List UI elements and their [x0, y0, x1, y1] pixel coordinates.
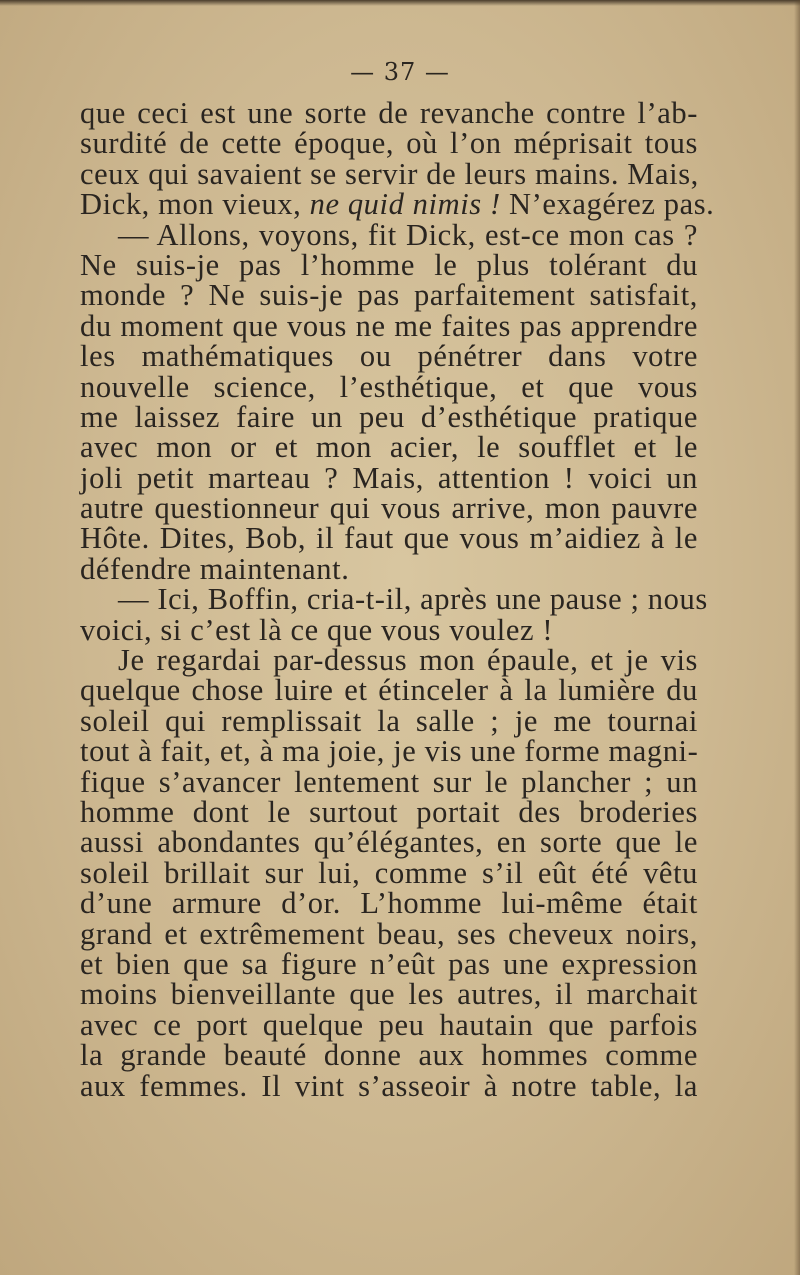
text-line: Hôte. Dites, Bob, il faut que vous m’aidiez à le: [80, 521, 698, 556]
page-number: — 37 —: [350, 58, 450, 86]
text-line: me laissez faire un peu d’esthétique pratique: [80, 399, 698, 434]
text-line: fique s’avancer lentement sur le plancher ; un: [80, 764, 698, 799]
text-line: avec ce port quelque peu hautain que parfois: [80, 1007, 698, 1042]
text-line: surdité de cette époque, où l’on méprisait tous: [80, 126, 698, 161]
text-line: [80, 187, 715, 222]
text-line: voici, si c’est là ce que vous voulez !: [80, 612, 554, 647]
text-line: aux femmes. Il vint s’asseoir à notre table, la: [80, 1068, 698, 1103]
text-line: homme dont le surtout portait des broderies: [80, 794, 698, 829]
text-line: nouvelle science, l’esthétique, et que vous: [80, 369, 698, 404]
text-line: — Ici, Boffin, cria-t-il, après une pause ; nous: [118, 582, 708, 617]
text-line: avec mon or et mon acier, le soufflet et le: [80, 430, 698, 465]
text-line: quelque chose luire et étinceler à la lumière du: [80, 673, 698, 708]
text-line: aussi abondantes qu’élégantes, en sorte que le: [80, 825, 698, 860]
text-line: — Allons, voyons, fit Dick, est-ce mon cas ?: [118, 217, 698, 252]
text-line: ceux qui savaient se servir de leurs mains. Mais,: [80, 156, 699, 191]
text-line: soleil qui remplissait la salle ; je me tournai: [80, 703, 698, 738]
body-text: [80, 96, 715, 1103]
text-line: la grande beauté donne aux hommes comme: [80, 1038, 698, 1073]
text-line: que ceci est une sorte de revanche contre l’ab-: [80, 96, 698, 130]
text-line: les mathématiques ou pénétrer dans votre: [80, 339, 698, 374]
text-line: d’une armure d’or. L’homme lui-même était: [80, 886, 698, 921]
text-line: monde ? Ne suis-je pas parfaitement satisfait,: [80, 278, 698, 313]
text-line: du moment que vous ne me faites pas apprendre: [80, 308, 698, 343]
text-line: Je regardai par-dessus mon épaule, et je vis: [118, 643, 698, 678]
page-right-edge: [794, 0, 800, 1275]
text-line: joli petit marteau ? Mais, attention ! voici un: [80, 460, 698, 495]
page-top-edge: [0, 0, 800, 6]
text-line: moins bienveillante que les autres, il marchait: [80, 977, 698, 1012]
latin-phrase: ne quid nimis !: [309, 187, 501, 222]
text-line: soleil brillait sur lui, comme s’il eût été vêtu: [80, 855, 698, 890]
text-line-start: Dick, mon vieux,: [80, 187, 310, 222]
text-line-end: N’exagérez pas.: [500, 187, 715, 222]
text-line: Ne suis-je pas l’homme le plus tolérant du: [80, 247, 698, 282]
text-line: autre questionneur qui vous arrive, mon pauvre: [80, 491, 698, 526]
text-line: tout à fait, et, à ma joie, je vis une forme magni-: [80, 734, 699, 769]
text-line: grand et extrêmement beau, ses cheveux noirs,: [80, 916, 698, 951]
text-line: défendre maintenant.: [80, 551, 350, 586]
text-line: et bien que sa figure n’eût pas une expression: [80, 946, 698, 981]
